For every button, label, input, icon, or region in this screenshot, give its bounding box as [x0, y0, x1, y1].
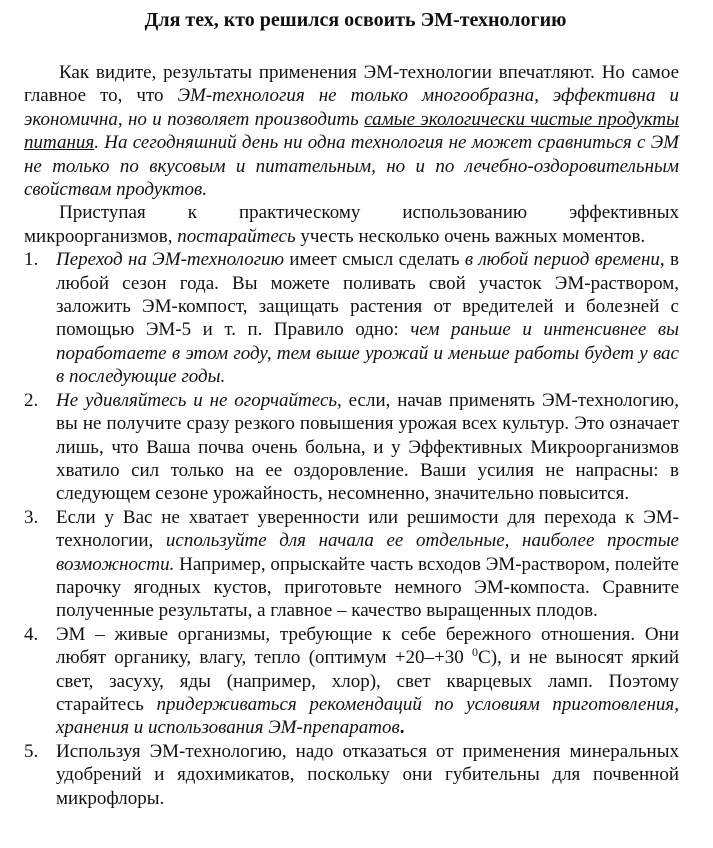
bold-period: . [399, 717, 405, 739]
text: ЭМ – живые организмы, требующие к себе бережного отношения. Они любят органику, влагу, тепло (оптимум +20–+30 [56, 623, 679, 669]
lead-paragraph [24, 201, 679, 248]
text: Используя ЭМ-технологию, надо отказаться от применения минеральных удобрений и ядохимикатов, поскольку они губительны для почвенной микрофлоры. [56, 740, 679, 809]
degree-superscript: 0 [472, 645, 479, 660]
emphasis-text: в любой период времени [464, 249, 660, 271]
emphasis-text: Не удивляйтесь и не огорчайтесь [56, 389, 338, 411]
text: , если, начав применять ЭМ-технологию, вы не получите сразу резкого повышения урожая всех культур. Это означает лишь, что Ваша почва очень больна, и у Эффективных Микроорганизмов хватило сил только на ее оздоровление. Ваши усилия не напрасны: в следующем сезоне урожайность, несомненно, значительно повысится. [56, 389, 680, 505]
list-number: 5. [24, 740, 39, 762]
emphasis-text: ЭМ-технология не только многообразна, эффективна и экономична, но и позволяет производить [24, 85, 679, 130]
list-number: 3. [24, 506, 39, 528]
text: Как видите, результаты применения ЭМ-технологии впечатляют. Но самое главное то, что [24, 62, 679, 107]
text: учесть несколько очень важных моментов. [295, 225, 646, 247]
list-number: 1. [24, 249, 39, 271]
intro-paragraph [24, 61, 679, 201]
emphasis-text: постарайтесь [177, 225, 296, 247]
text: Например, опрыскайте часть всходов ЭМ-раствором, полейте парочку ягодных кустов, приготовьте немного ЭМ-компоста. Сравните полученные результаты, а главное – качество выращенных плодов. [56, 553, 679, 622]
list-item [24, 248, 679, 388]
emphasis-text: используйте для начала ее отдельные, наиболее простые возможности. [56, 530, 679, 575]
list-item [24, 623, 679, 740]
list-number: 2. [24, 389, 39, 411]
text: С), и не выносят яркий свет, засуху, яды (например, хлор), свет кварцевых ламп. Поэтому старайтесь [56, 647, 679, 715]
list-item [24, 389, 679, 506]
text: Если у Вас не хватает уверенности или решимости для перехода к ЭМ-технологии, [56, 506, 679, 552]
list-number: 4. [24, 623, 39, 645]
emphasis-text: придерживаться рекомендаций по условиям приготовления, хранения и использования ЭМ-препаратов [56, 693, 679, 739]
text: , в любой сезон года. Вы можете поливать свой участок ЭМ-раствором, заложить ЭМ-компост, защищать растения от вредителей и болезней с помощью ЭМ-5 и т. п. Правило одно: [56, 249, 679, 341]
text: Приступая к практическому использованию эффективных микроорганизмов, [24, 202, 679, 247]
underlined-emphasis: самые экологически чистые продукты питания [24, 108, 679, 154]
advice-list [24, 248, 679, 810]
emphasis-text: чем раньше и интенсивнее вы поработаете в этом году, тем выше урожай и меньше работы будет у вас в последующие годы. [56, 319, 680, 388]
text: имеет смысл сделать [284, 249, 465, 271]
list-item [24, 506, 679, 623]
list-item [24, 740, 679, 810]
emphasis-text: Переход на ЭМ-технологию [56, 249, 285, 271]
page-title: Для тех, кто решился освоить ЭМ-технологию [144, 9, 567, 31]
emphasis-text: . На сегодняшний день ни одна технология не может сравниться с ЭМ не только по вкусовым и питательным, но и по лечебно-оздоровительным свойствам продуктов. [24, 132, 679, 201]
